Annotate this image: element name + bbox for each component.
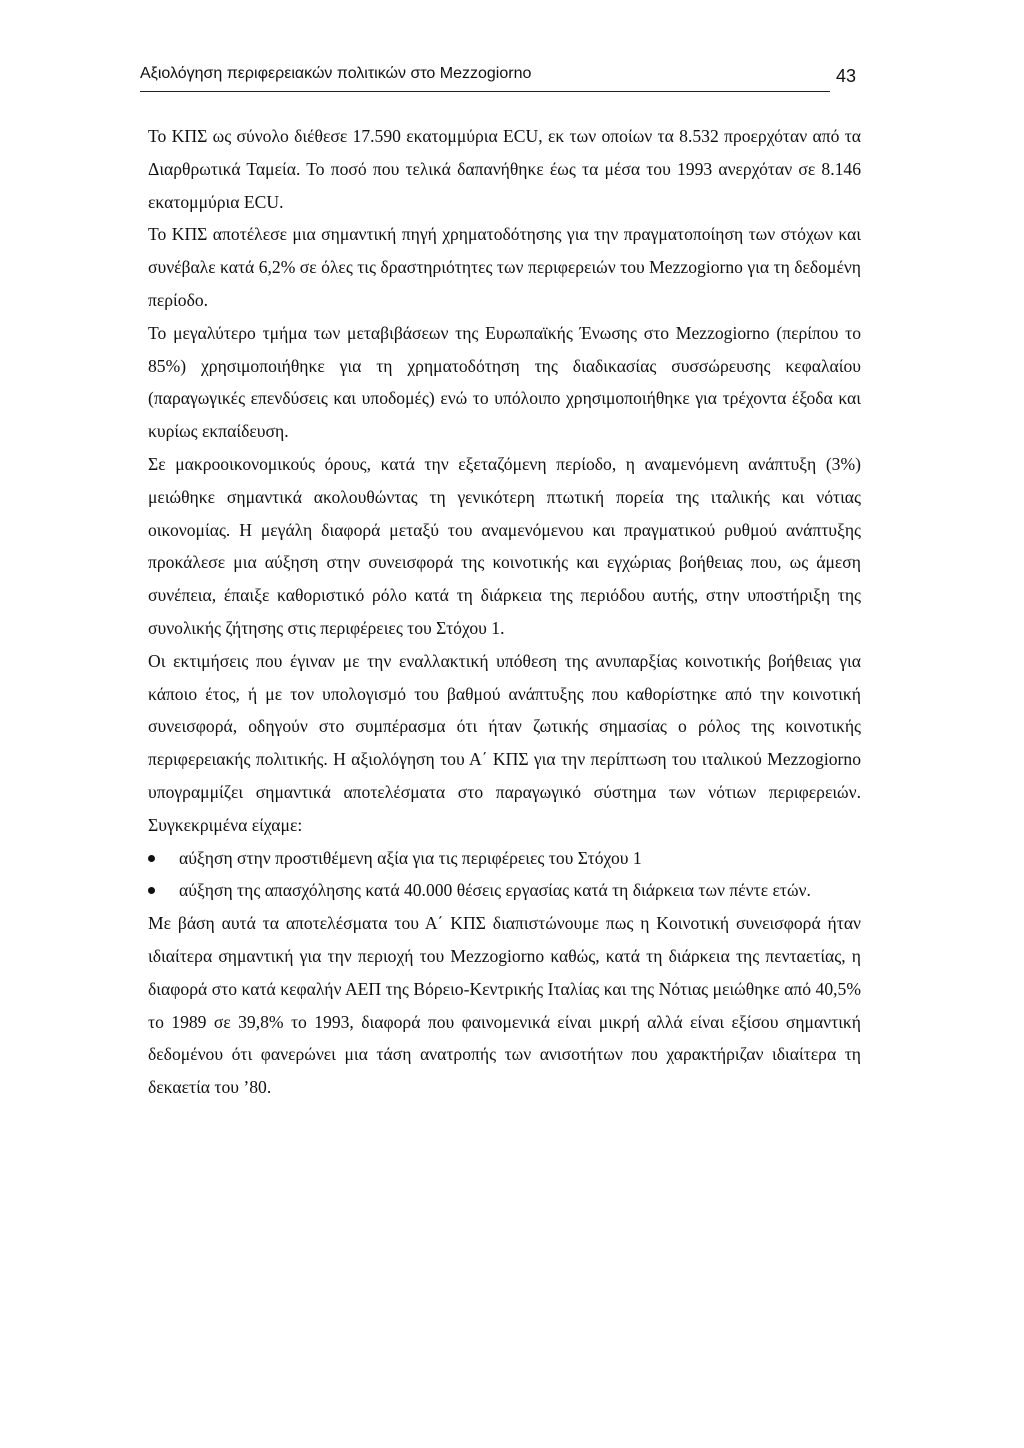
running-header — [140, 62, 856, 86]
bullet-list — [148, 842, 861, 908]
page-number: 43 — [835, 66, 856, 86]
bullet-text: αύξηση της απασχόλησης κατά 40.000 θέσεις εργασίας κατά τη διάρκεια των πέντε ετών. — [179, 880, 811, 901]
paragraph: Σε μακροοικονομικούς όρους, κατά την εξεταζόμενη περίοδο, η αναμενόμενη ανάπτυξη (3%) μειώθηκε σημαντικά ακολουθώντας τη γενικότερη πτωτική πορεία της ιταλικής και νότιας οικονομίας. Η μεγάλη διαφορά μεταξύ του αναμενόμενου και πραγματικού ρυθμού ανάπτυξης προκάλεσε μια αύξηση στην συνεισφορά της κοινοτικής και εγχώριας βοήθειας που, ως άμεση συνέπεια, έπαιξε καθοριστικό ρόλο κατά τη διάρκεια της περιόδου αυτής, στην υποστήριξη της συνολικής ζήτησης στις περιφέρειες του Στόχου 1. — [148, 453, 861, 638]
bullet-item — [148, 842, 861, 875]
header-title: Αξιολόγηση περιφερειακών πολιτικών στο Mezzogiorno — [140, 65, 532, 82]
bullet-icon — [148, 887, 155, 894]
paragraph: Το ΚΠΣ αποτέλεσε μια σημαντική πηγή χρηματοδότησης για την πραγματοποίηση των στόχων και συνέβαλε κατά 6,2% σε όλες τις δραστηριότητες των περιφερειών του Mezzogiorno για τη δεδομένη περίοδο. — [148, 224, 861, 310]
closing-paragraph: Με βάση αυτά τα αποτελέσματα του Α΄ ΚΠΣ διαπιστώνουμε πως η Κοινοτική συνεισφορά ήταν ιδιαίτερα σημαντική για την περιοχή του Mezzogiorno καθώς, κατά τη διάρκεια της πενταετίας, η διαφορά στο κατά κεφαλήν ΑΕΠ της Βόρειο-Κεντρικής Ιταλίας και της Νότιας μειώθηκε από 40,5% το 1989 σε 39,8% το 1993, διαφορά που φαινομενικά είναι μικρή αλλά είναι εξίσου σημαντική δεδομένου ότι φανερώνει μια τάση ανατροπής των ανισοτήτων που χαρακτήριζαν ιδιαίτερα τη δεκαετία του ’80. — [148, 913, 861, 1098]
header-rule — [140, 91, 830, 92]
bullet-icon — [148, 855, 155, 862]
paragraph: Το ΚΠΣ ως σύνολο διέθεσε 17.590 εκατομμύρια ECU, εκ των οποίων τα 8.532 προερχόταν από τα Διαρθρωτικά Ταμεία. Το ποσό που τελικά δαπανήθηκε έως τα μέσα του 1993 ανερχόταν σε 8.146 εκατομμύρια ECU. — [148, 126, 861, 212]
paragraph: Οι εκτιμήσεις που έγιναν με την εναλλακτική υπόθεση της ανυπαρξίας κοινοτικής βοήθειας για κάποιο έτος, ή με τον υπολογισμό του βαθμού ανάπτυξης που καθορίστηκε από την κοινοτική συνεισφορά, οδηγούν στο συμπέρασμα ότι ήταν ζωτικής σημασίας ο ρόλος της κοινοτικής περιφερειακής πολιτικής. Η αξιολόγηση του Α΄ ΚΠΣ για την περίπτωση του ιταλικού Mezzogiorno υπογραμμίζει σημαντικά αποτελέσματα στο παραγωγικό σύστημα των νότιων περιφερειών. Συγκεκριμένα είχαμε: — [148, 650, 861, 835]
paragraph: Το μεγαλύτερο τμήμα των μεταβιβάσεων της Ευρωπαϊκής Ένωσης στο Mezzogiorno (περίπου το 85%) χρησιμοποιήθηκε για τη χρηματοδότηση της διαδικασίας συσσώρευσης κεφαλαίου (παραγωγικές επενδύσεις και υποδομές) ενώ το υπόλοιπο χρησιμοποιήθηκε για τρέχοντα έξοδα και κυρίως εκπαίδευση. — [148, 322, 861, 442]
bullet-text: αύξηση στην προστιθέμενη αξία για τις περιφέρειες του Στόχου 1 — [179, 847, 642, 868]
bullet-item — [148, 874, 861, 907]
body-text — [148, 120, 861, 1104]
